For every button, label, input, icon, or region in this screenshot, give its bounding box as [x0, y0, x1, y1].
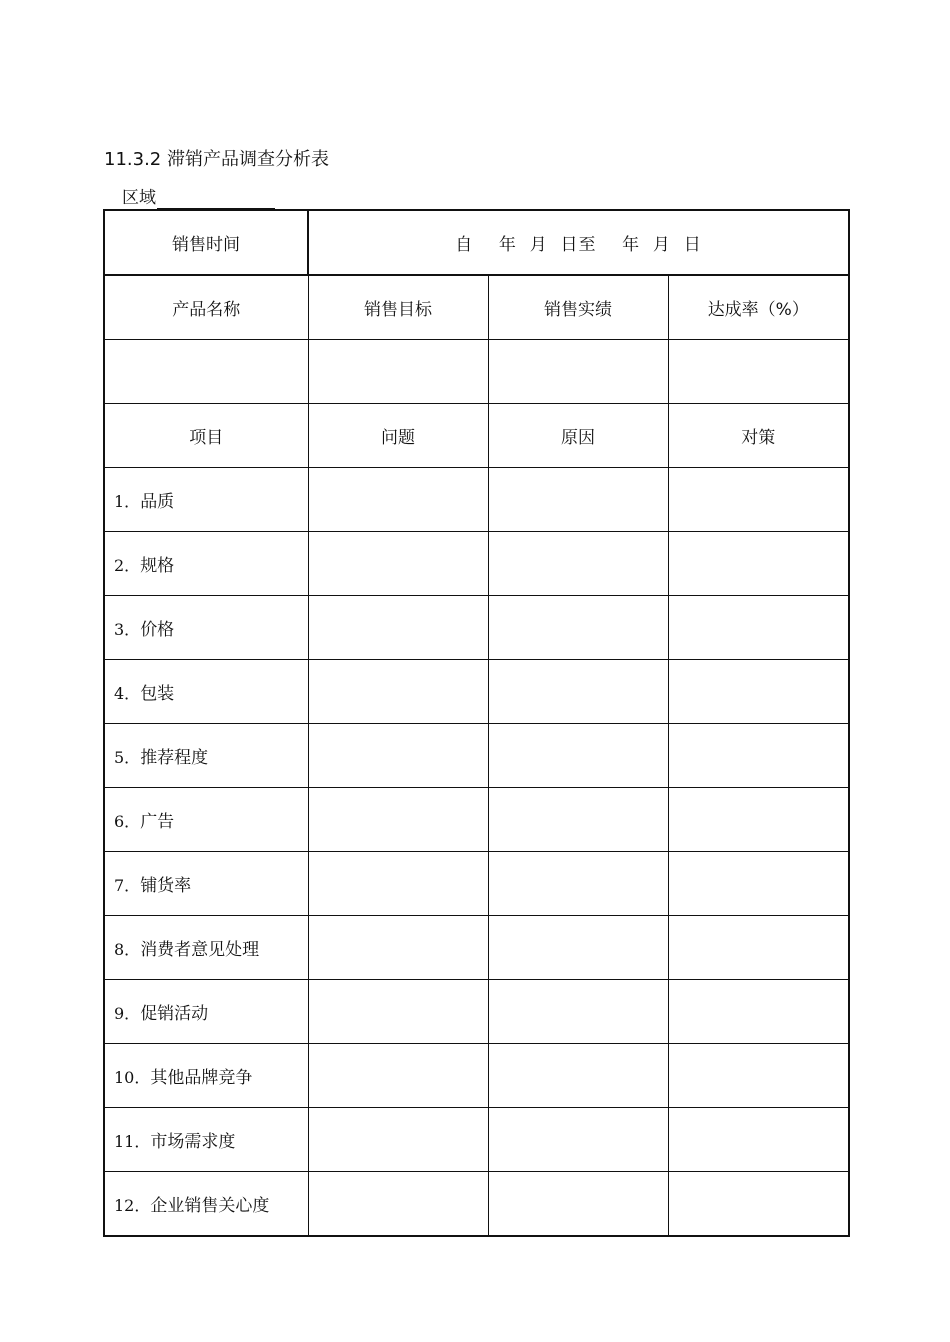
- item-label: [104, 852, 308, 916]
- item-label: [104, 1172, 308, 1237]
- table-row: [104, 852, 849, 916]
- item-label: [104, 532, 308, 596]
- item-text: 促销活动: [140, 1004, 209, 1024]
- item-text: 价格: [140, 620, 175, 640]
- table-row: [104, 596, 849, 660]
- item-text: 市场需求度: [150, 1132, 236, 1152]
- reason-cell[interactable]: [488, 1172, 668, 1237]
- item-number: 2．: [114, 556, 141, 575]
- col-achievement-rate: 达成率（%）: [668, 275, 849, 340]
- table-row: [104, 980, 849, 1044]
- item-label: [104, 916, 308, 980]
- table-row: [104, 1172, 849, 1237]
- item-text: 广告: [140, 812, 175, 832]
- countermeasure-cell[interactable]: [668, 532, 849, 596]
- item-number: 4．: [114, 684, 141, 703]
- sales-actual-cell[interactable]: [488, 340, 668, 404]
- item-text: 铺货率: [140, 876, 192, 896]
- countermeasure-cell[interactable]: [668, 596, 849, 660]
- item-number: 10．: [114, 1068, 151, 1087]
- product-name-cell[interactable]: [104, 340, 308, 404]
- reason-cell[interactable]: [488, 660, 668, 724]
- table-row: [104, 724, 849, 788]
- table-row: [104, 1044, 849, 1108]
- item-number: 9．: [114, 1004, 141, 1023]
- region-field: [122, 187, 275, 209]
- col-sales-target: 销售目标: [308, 275, 488, 340]
- problem-cell[interactable]: [308, 1172, 488, 1237]
- item-text: 规格: [140, 556, 175, 576]
- problem-cell[interactable]: [308, 532, 488, 596]
- sales-time-row: [104, 210, 849, 275]
- item-label: [104, 980, 308, 1044]
- reason-cell[interactable]: [488, 532, 668, 596]
- item-label: [104, 660, 308, 724]
- reason-cell[interactable]: [488, 1044, 668, 1108]
- item-number: 11．: [114, 1132, 151, 1151]
- sales-target-cell[interactable]: [308, 340, 488, 404]
- region-label: 区域: [122, 188, 156, 208]
- item-text: 品质: [140, 492, 175, 512]
- problem-cell[interactable]: [308, 468, 488, 532]
- unsold-product-analysis-table: [103, 209, 850, 1237]
- col-product-name: 产品名称: [104, 275, 308, 340]
- problem-cell[interactable]: [308, 1108, 488, 1172]
- countermeasure-cell[interactable]: [668, 916, 849, 980]
- item-header-row: [104, 404, 849, 468]
- item-text: 企业销售关心度: [150, 1196, 270, 1216]
- countermeasure-cell[interactable]: [668, 1108, 849, 1172]
- table-row: [104, 532, 849, 596]
- product-entry-row: [104, 340, 849, 404]
- reason-cell[interactable]: [488, 980, 668, 1044]
- problem-cell[interactable]: [308, 980, 488, 1044]
- col-problem: 问题: [308, 404, 488, 468]
- item-text: 消费者意见处理: [140, 940, 260, 960]
- countermeasure-cell[interactable]: [668, 660, 849, 724]
- problem-cell[interactable]: [308, 916, 488, 980]
- countermeasure-cell[interactable]: [668, 724, 849, 788]
- product-header-row: [104, 275, 849, 340]
- table-row: [104, 916, 849, 980]
- problem-cell[interactable]: [308, 724, 488, 788]
- col-countermeasure: 对策: [668, 404, 849, 468]
- problem-cell[interactable]: [308, 852, 488, 916]
- table-row: [104, 660, 849, 724]
- date-range-cell[interactable]: [308, 210, 849, 275]
- countermeasure-cell[interactable]: [668, 788, 849, 852]
- item-number: 8．: [114, 940, 141, 959]
- col-reason: 原因: [488, 404, 668, 468]
- countermeasure-cell[interactable]: [668, 468, 849, 532]
- item-label: [104, 1044, 308, 1108]
- item-number: 3．: [114, 620, 141, 639]
- item-number: 1．: [114, 492, 141, 511]
- table-row: [104, 468, 849, 532]
- reason-cell[interactable]: [488, 596, 668, 660]
- countermeasure-cell[interactable]: [668, 1172, 849, 1237]
- achievement-rate-cell[interactable]: [668, 340, 849, 404]
- item-number: 5．: [114, 748, 141, 767]
- reason-cell[interactable]: [488, 468, 668, 532]
- problem-cell[interactable]: [308, 596, 488, 660]
- countermeasure-cell[interactable]: [668, 1044, 849, 1108]
- item-text: 包装: [140, 684, 175, 704]
- item-number: 12．: [114, 1196, 151, 1215]
- countermeasure-cell[interactable]: [668, 852, 849, 916]
- col-item: 项目: [104, 404, 308, 468]
- reason-cell[interactable]: [488, 916, 668, 980]
- col-sales-actual: 销售实绩: [488, 275, 668, 340]
- reason-cell[interactable]: [488, 724, 668, 788]
- reason-cell[interactable]: [488, 788, 668, 852]
- item-text: 推荐程度: [140, 748, 209, 768]
- item-label: [104, 1108, 308, 1172]
- item-number: 6．: [114, 812, 141, 831]
- table-row: [104, 788, 849, 852]
- date-range-text: 自 年 月 日至 年 月 日: [455, 235, 702, 255]
- problem-cell[interactable]: [308, 1044, 488, 1108]
- countermeasure-cell[interactable]: [668, 980, 849, 1044]
- item-label: [104, 468, 308, 532]
- reason-cell[interactable]: [488, 1108, 668, 1172]
- item-text: 其他品牌竞争: [150, 1068, 253, 1088]
- region-blank-line[interactable]: [157, 190, 275, 209]
- sales-time-label: 销售时间: [104, 210, 308, 275]
- page-title: 11.3.2 滞销产品调查分析表: [104, 149, 329, 170]
- reason-cell[interactable]: [488, 852, 668, 916]
- problem-cell[interactable]: [308, 788, 488, 852]
- item-number: 7．: [114, 876, 141, 895]
- item-label: [104, 596, 308, 660]
- table-row: [104, 1108, 849, 1172]
- item-label: [104, 788, 308, 852]
- problem-cell[interactable]: [308, 660, 488, 724]
- item-label: [104, 724, 308, 788]
